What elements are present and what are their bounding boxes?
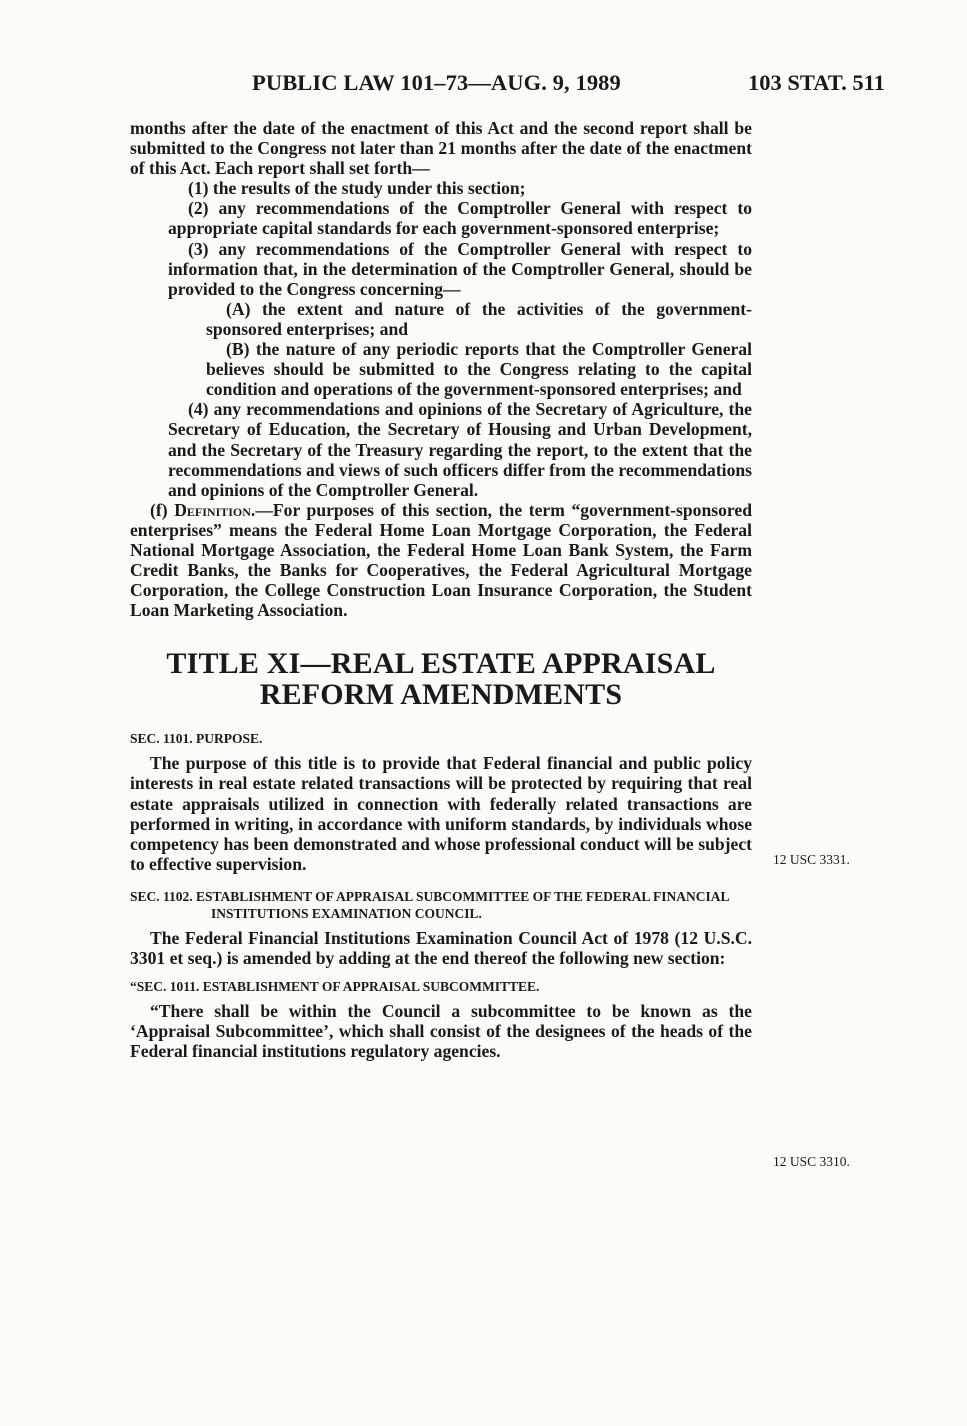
sec-1011-heading: “SEC. 1011. ESTABLISHMENT OF APPRAISAL SUBCOMMITTEE. [130, 979, 540, 995]
sec-1101-text: The purpose of this title is to provide that Federal financial and public policy interests in real estate related transactions will be protected by requiring that real estate appraisals utilized in connection with federally related transactions are performed in writing, in accordance with uniform standards, by individuals whose competency has been demonstrated and whose professional conduct will be subject to effective supervision. [130, 753, 752, 874]
page-stat-number: 103 STAT. 511 [748, 70, 885, 95]
definition-paragraph [130, 500, 752, 621]
item-3: (3) any recommendations of the Comptroller General with respect to information that, in the determination of the Comptroller General, should be provided to the Congress concerning— [168, 238, 752, 299]
running-header-title: PUBLIC LAW 101–73—AUG. 9, 1989 [252, 70, 621, 95]
definition-label: (f) [150, 499, 175, 520]
title-line-1: TITLE XI—REAL ESTATE APPRAISAL [166, 647, 716, 681]
margin-note-sec-1101: 12 USC 3331. [773, 852, 850, 867]
item-2: (2) any recommendations of the Comptroller General with respect to appropriate capital standards for each government-sponsored enterprise; [168, 198, 752, 239]
document-body [130, 118, 752, 1061]
sec-1011-text: “There shall be within the Council a subcommittee to be known as the ‘Appraisal Subcommittee’, which shall consist of the designees of the heads of the Federal financial institutions regulatory agencies. [130, 1001, 752, 1062]
item-3a: (A) the extent and nature of the activities of the government-sponsored enterprises; and [206, 298, 752, 339]
title-line-2: REFORM AMENDMENTS [259, 678, 623, 712]
item-1: (1) the results of the study under this section; [188, 178, 526, 199]
sec-1101-heading: SEC. 1101. PURPOSE. [130, 731, 263, 747]
title-heading [130, 648, 752, 710]
sec-1102-heading: SEC. 1102. ESTABLISHMENT OF APPRAISAL SUBCOMMITTEE OF THE FEDERAL FINANCIAL INSTITUTIONS EXAMINATION COUNCIL. [130, 888, 729, 921]
item-3b: (B) the nature of any periodic reports that the Comptroller General believes should be submitted to the Congress relating to the capital condition and operations of the government-sponsored enterprises; and [206, 339, 752, 400]
continuation-paragraph: months after the date of the enactment of this Act and the second report shall be submitted to the Congress not later than 21 months after the date of the enactment of this Act. Each report shall set forth— [130, 118, 752, 179]
item-4: (4) any recommendations and opinions of the Secretary of Agriculture, the Secretary of Education, the Secretary of Housing and Urban Development, and the Secretary of the Treasury regarding the report, to the extent that the recommendations and views of such officers differ from the recommendations and opinions of the Comptroller General. [168, 399, 752, 500]
definition-text: .—For purposes of this section, the term “government-sponsored enterprises” means the Federal Home Loan Mortgage Corporation, the Federal National Mortgage Association, the Federal Home Loan Bank System, the Farm Credit Banks, the Banks for Cooperatives, the Federal Agricultural Mortgage Corporation, the College Construction Loan Insurance Corporation, the Student Loan Marketing Association. [130, 499, 752, 621]
definition-heading: Definition [174, 499, 251, 520]
margin-note-sec-1011: 12 USC 3310. [773, 1154, 850, 1169]
sec-1102-text: The Federal Financial Institutions Examination Council Act of 1978 (12 U.S.C. 3301 et seq.) is amended by adding at the end thereof the following new section: [130, 927, 752, 968]
